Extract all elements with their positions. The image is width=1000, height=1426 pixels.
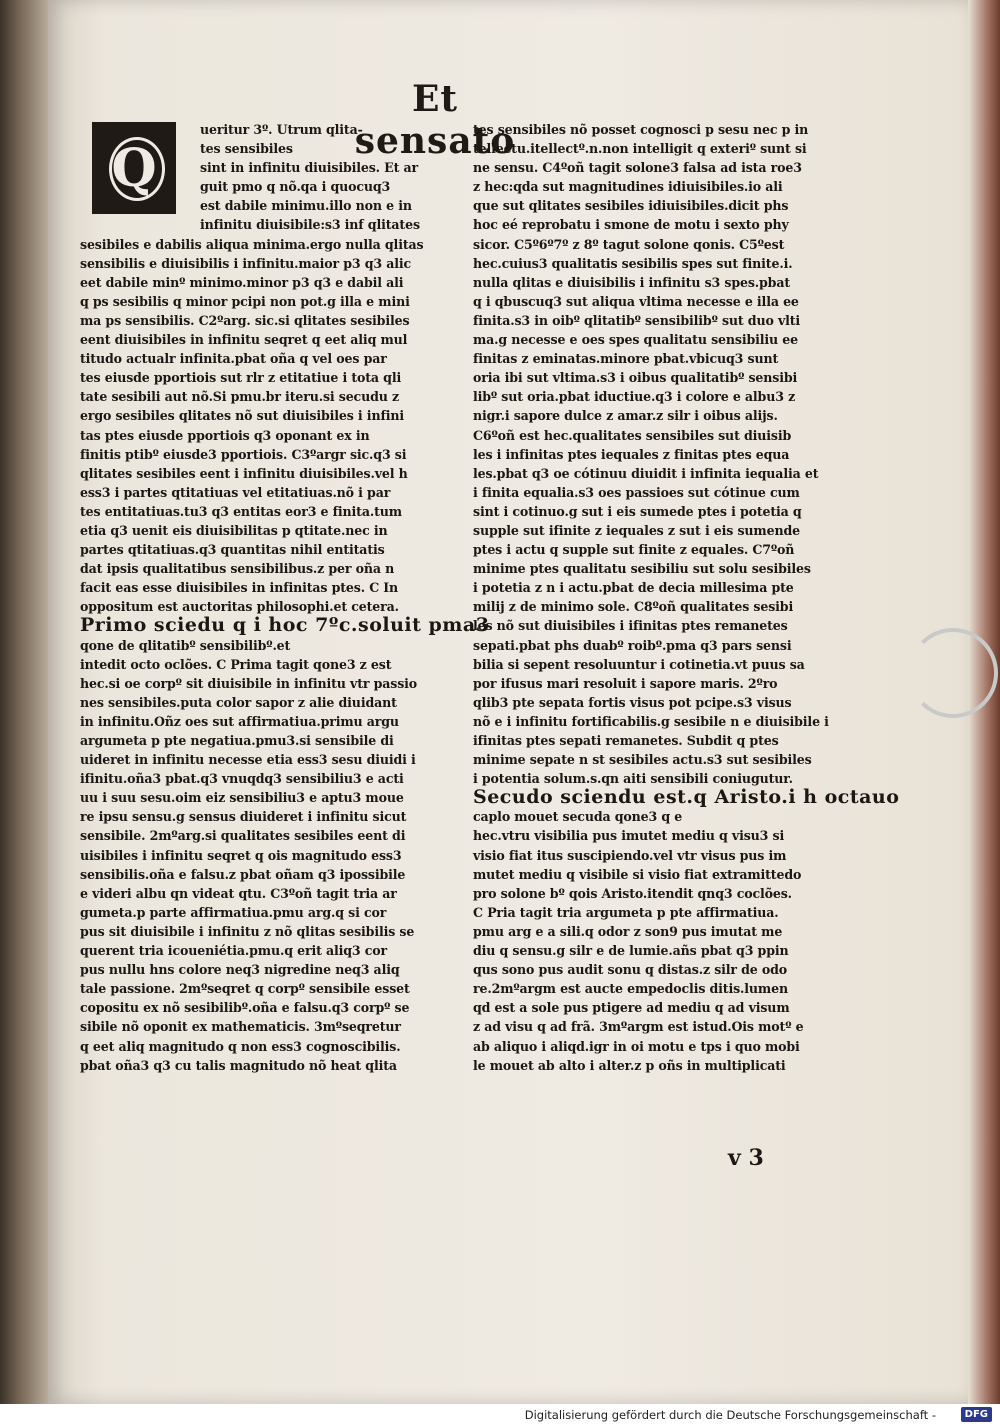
text-line: ab aliquo i aliqd.igr in oi motu e tps i quo mobi <box>473 1038 800 1054</box>
text-line: i potentia solum.s.qn aiti sensibili coniugutur. <box>473 771 793 787</box>
text-line: eet dabile minº minimo.minor p3 q3 e dabil ali <box>80 274 404 290</box>
text-line: tale passione. 2mºseqret q corpº sensibile esset <box>80 981 410 997</box>
text-line: querent tria icoueniétia.pmu.q erit aliq3 cor <box>80 943 388 959</box>
text-line: copositu ex nõ sesibilibº.oña e falsu.q3 corpº se <box>80 1000 410 1016</box>
text-line: ueritur 3º. Utrum qlita- <box>200 122 363 137</box>
text-line: est dabile minimu.illo non e in <box>200 198 412 214</box>
text-line: qd est a sole pus ptigere ad mediu q ad visum <box>473 1000 790 1016</box>
text-line: les i infinitas ptes iequales z finitas ptes equa <box>473 446 790 462</box>
text-line: uu i suu sesu.oim eiz sensibiliu3 e aptu3 moue <box>80 790 404 806</box>
text-line: tes eiusde pportiois sut rlr z etitatiue i tota qli <box>80 370 402 386</box>
text-line: sensibilis.oña e falsu.z pbat oñam q3 ipossibile <box>80 866 406 882</box>
text-line: ne sensu. C4ºoñ tagit solone3 falsa ad ista roe3 <box>473 160 802 176</box>
left-text-column <box>80 120 490 1075</box>
text-line: por ifusus mari resoluit i sapore maris. 2ºro <box>473 675 778 691</box>
text-line: C6ºoñ est hec.qualitates sensibiles sut diuisib <box>473 427 792 443</box>
text-line: uideret in infinitu necesse etia ess3 sesu diuidi i <box>80 752 416 768</box>
text-line: nigr.i sapore dulce z amar.z silr i oibus alijs. <box>473 408 778 424</box>
text-line: re.2mºargm est aucte empedoclis ditis.lumen <box>473 981 788 997</box>
text-line: oria ibi sut vltima.s3 i oibus qualitatibº sensibi <box>473 370 798 386</box>
text-line: libº sut oria.pbat iductiue.q3 i colore e albu3 z <box>473 389 796 405</box>
text-line: nes sensibiles.puta color sapor z alie diuidant <box>80 694 397 710</box>
text-line: etia q3 uenit eis diuisibilitas p qtitate.nec in <box>80 522 388 538</box>
text-line: pbat oña3 q3 cu talis magnitudo nõ heat qlita <box>80 1057 397 1073</box>
text-line: sepati.pbat phs duabº roibº.pma q3 pars sensi <box>473 637 792 653</box>
text-line: pmu arg e a sili.q odor z son9 pus imutat me <box>473 923 783 939</box>
initial-letter: Q <box>111 138 157 199</box>
text-line: tes entitatiuas.tu3 q3 entitas eor3 e finita.tum <box>80 503 402 519</box>
text-line: nõ e i infinitu fortificabilis.g sesibile n e diuisibile i <box>473 713 829 729</box>
text-line: facit eas esse diuisibiles in infinitas ptes. C In <box>80 580 399 596</box>
text-line: que sut qlitates sesibiles idiuisibiles.dicit phs <box>473 198 789 214</box>
text-line: hec.cuius3 qualitatis sesibilis spes sut finite.i. <box>473 255 793 271</box>
text-line: sibile nõ oponit ex mathematicis. 3mºseqretur <box>80 1019 401 1035</box>
text-line: sensibile. 2mºarg.si qualitates sesibiles eent di <box>80 828 406 844</box>
text-line: qus sono pus audit sonu q distas.z silr de odo <box>473 962 788 978</box>
text-line: sesibiles e dabilis aliqua minima.ergo nulla qlitas <box>80 236 424 252</box>
right-text-column <box>473 120 900 1075</box>
text-line: milij z de minimo sole. C8ºoñ qualitates sesibi <box>473 599 794 615</box>
text-line: oppositum est auctoritas philosophi.et cetera. <box>80 599 399 615</box>
text-line: i potetia z n i actu.pbat de decia millesima pte <box>473 580 794 596</box>
text-line: le mouet ab alto i alter.z p oñs in multiplicati <box>473 1057 786 1073</box>
text-line: pro solone bº qois Aristo.itendit qnq3 coclões. <box>473 885 792 901</box>
text-line: tes sensibiles nõ posset cognosci p sesu nec p in <box>473 122 809 137</box>
text-line: intedit octo oclões. C Prima tagit qone3 z est <box>80 656 392 672</box>
text-line: bilia si sepent resoluuntur i cotinetia.vt puus sa <box>473 656 805 672</box>
text-line: hec.si oe corpº sit diuisibile in infinitu vtr passio <box>80 675 418 691</box>
text-line: Primo sciedu q i hoc 7ºc.soluit pma3 <box>80 614 490 637</box>
text-line: tate sesibili aut nõ.Si pmu.br iteru.si secudu z <box>80 389 399 405</box>
text-line: pus sit diuisibile i infinitu z nõ qlitas sesibilis se <box>80 923 415 939</box>
text-line: Secudo sciendu est.q Aristo.i h octauo <box>473 786 900 809</box>
text-line: infinitu diuisibile:s3 inf qlitates <box>200 217 420 233</box>
text-line: ma ps sensibilis. C2ºarg. sic.si qlitates sesibiles <box>80 312 410 328</box>
text-line: mutet mediu q visibile si visio fiat extramittedo <box>473 866 802 882</box>
text-line: i finita equalia.s3 oes passioes sut cótinue cum <box>473 484 800 500</box>
text-line: uisibiles i infinitu seqret q ois magnitudo ess3 <box>80 847 402 863</box>
text-line: guit pmo q nõ.qa i quocuq3 <box>200 179 391 195</box>
text-line: q eet aliq magnitudo q non ess3 cognoscibilis. <box>80 1038 401 1054</box>
text-line: z hec:qda sut magnitudines idiuisibiles.io ali <box>473 179 783 195</box>
text-line: tellectu.itellectº.n.non intelligit q exteriº sunt si <box>473 141 807 157</box>
footer-credit: Digitalisierung gefördert durch die Deutsche Forschungsgemeinschaft - <box>524 1408 936 1422</box>
text-line: in infinitu.Oñz oes sut affirmatiua.primu argu <box>80 713 399 729</box>
text-line: hoc eé reprobatu i smone de motu i sexto phy <box>473 217 789 233</box>
text-line: qlitates sesibiles eent i infinitu diuisibiles.vel h <box>80 465 408 481</box>
text-line: diu q sensu.g silr e de lumie.añs pbat q3 ppin <box>473 943 789 959</box>
text-line: pus nullu hns colore neq3 nigredine neq3 aliq <box>80 962 400 978</box>
text-line: z ad visu q ad frã. 3mºargm est istud.Ois motº e <box>473 1019 804 1035</box>
text-line: q ps sesibilis q minor pcipi non pot.g illa e mini <box>80 293 410 309</box>
text-line: finitas z eminatas.minore pbat.vbicuq3 sunt <box>473 351 779 367</box>
text-line: ifinitas ptes sepati remanetes. Subdit q ptes <box>473 733 779 748</box>
text-line: visio fiat itus suscipiendo.vel vtr visus pus im <box>473 847 787 863</box>
text-line: gumeta.p parte affirmatiua.pmu arg.q si cor <box>80 904 387 920</box>
decorated-initial <box>92 122 176 214</box>
signature-mark: v 3 <box>728 1145 764 1171</box>
text-line: re ipsu sensu.g sensus diuideret i infinitu sicut <box>80 809 407 825</box>
text-line: les nõ sut diuisibiles i ifinitas ptes remanetes <box>473 618 788 634</box>
text-line: q i qbuscuq3 sut aliqua vltima necesse e illa ee <box>473 293 799 309</box>
text-line: titudo actualr infinita.pbat oña q vel oes par <box>80 351 387 367</box>
dfg-logo: DFG <box>961 1407 992 1422</box>
text-line: finita.s3 in oibº qlitatibº sensibilibº sut duo vlti <box>473 312 801 328</box>
text-line: les.pbat q3 oe cótinuu diuidit i infinita iequalia et <box>473 465 819 481</box>
text-line: ma.g necesse e oes spes qualitatu sensibiliu ee <box>473 332 798 348</box>
text-line: ergo sesibiles qlitates nõ sut diuisibiles i infini <box>80 408 404 424</box>
footer-bar <box>0 1404 1000 1426</box>
text-line: qlib3 pte sepata fortis visus pot pcipe.s3 visus <box>473 694 792 710</box>
text-line: qone de qlitatibº sensibilibº.et <box>80 637 291 653</box>
text-line: hec.vtru visibilia pus imutet mediu q visu3 si <box>473 828 785 844</box>
text-line: sicor. C5º6º7º z 8º tagut solone qonis. C5ºest <box>473 236 785 252</box>
text-line: minime ptes qualitatu sesibiliu sut solu sesibiles <box>473 561 811 577</box>
text-line: sint i cotinuo.g sut i eis sumede ptes i potetia q <box>473 503 802 519</box>
text-line: eent diuisibiles in infinitu seqret q eet aliq mul <box>80 332 408 348</box>
text-line: tas ptes eiusde pportiois q3 oponant ex in <box>80 427 370 443</box>
text-line: tes sensibiles <box>200 141 293 157</box>
text-line: argumeta p pte negatiua.pmu3.si sensibile di <box>80 733 394 748</box>
page-clip <box>908 628 998 718</box>
text-line: partes qtitatiuas.q3 quantitas nihil entitatis <box>80 542 385 558</box>
text-line: supple sut ifinite z iequales z sut i eis sumende <box>473 522 800 538</box>
text-line: finitis ptibº eiusde3 pportiois. C3ºargr sic.q3 si <box>80 446 407 462</box>
text-line: ptes i actu q supple sut finite z equales. C7ºoñ <box>473 542 795 558</box>
text-line: sint in infinitu diuisibiles. Et ar <box>200 160 418 176</box>
text-line: dat ipsis qualitatibus sensibilibus.z per oña n <box>80 561 395 577</box>
text-line: ess3 i partes qtitatiuas vel etitatiuas.nõ i par <box>80 484 391 500</box>
text-line: ifinitu.oña3 pbat.q3 vnuqdq3 sensibiliu3 e acti <box>80 771 404 787</box>
text-line: C Pria tagit tria argumeta p pte affirmatiua. <box>473 904 779 920</box>
text-line: nulla qlitas e diuisibilis i infinitu s3 spes.pbat <box>473 274 791 290</box>
running-title: Et sensato <box>354 78 516 162</box>
text-line: caplo mouet secuda qone3 q e <box>473 809 683 825</box>
text-line: sensibilis e diuisibilis i infinitu.maior p3 q3 alic <box>80 255 412 271</box>
text-line: e videri albu qn videat qtu. C3ºoñ tagit tria ar <box>80 885 397 901</box>
text-line: minime sepate n st sesibiles actu.s3 sut sesibiles <box>473 752 812 768</box>
